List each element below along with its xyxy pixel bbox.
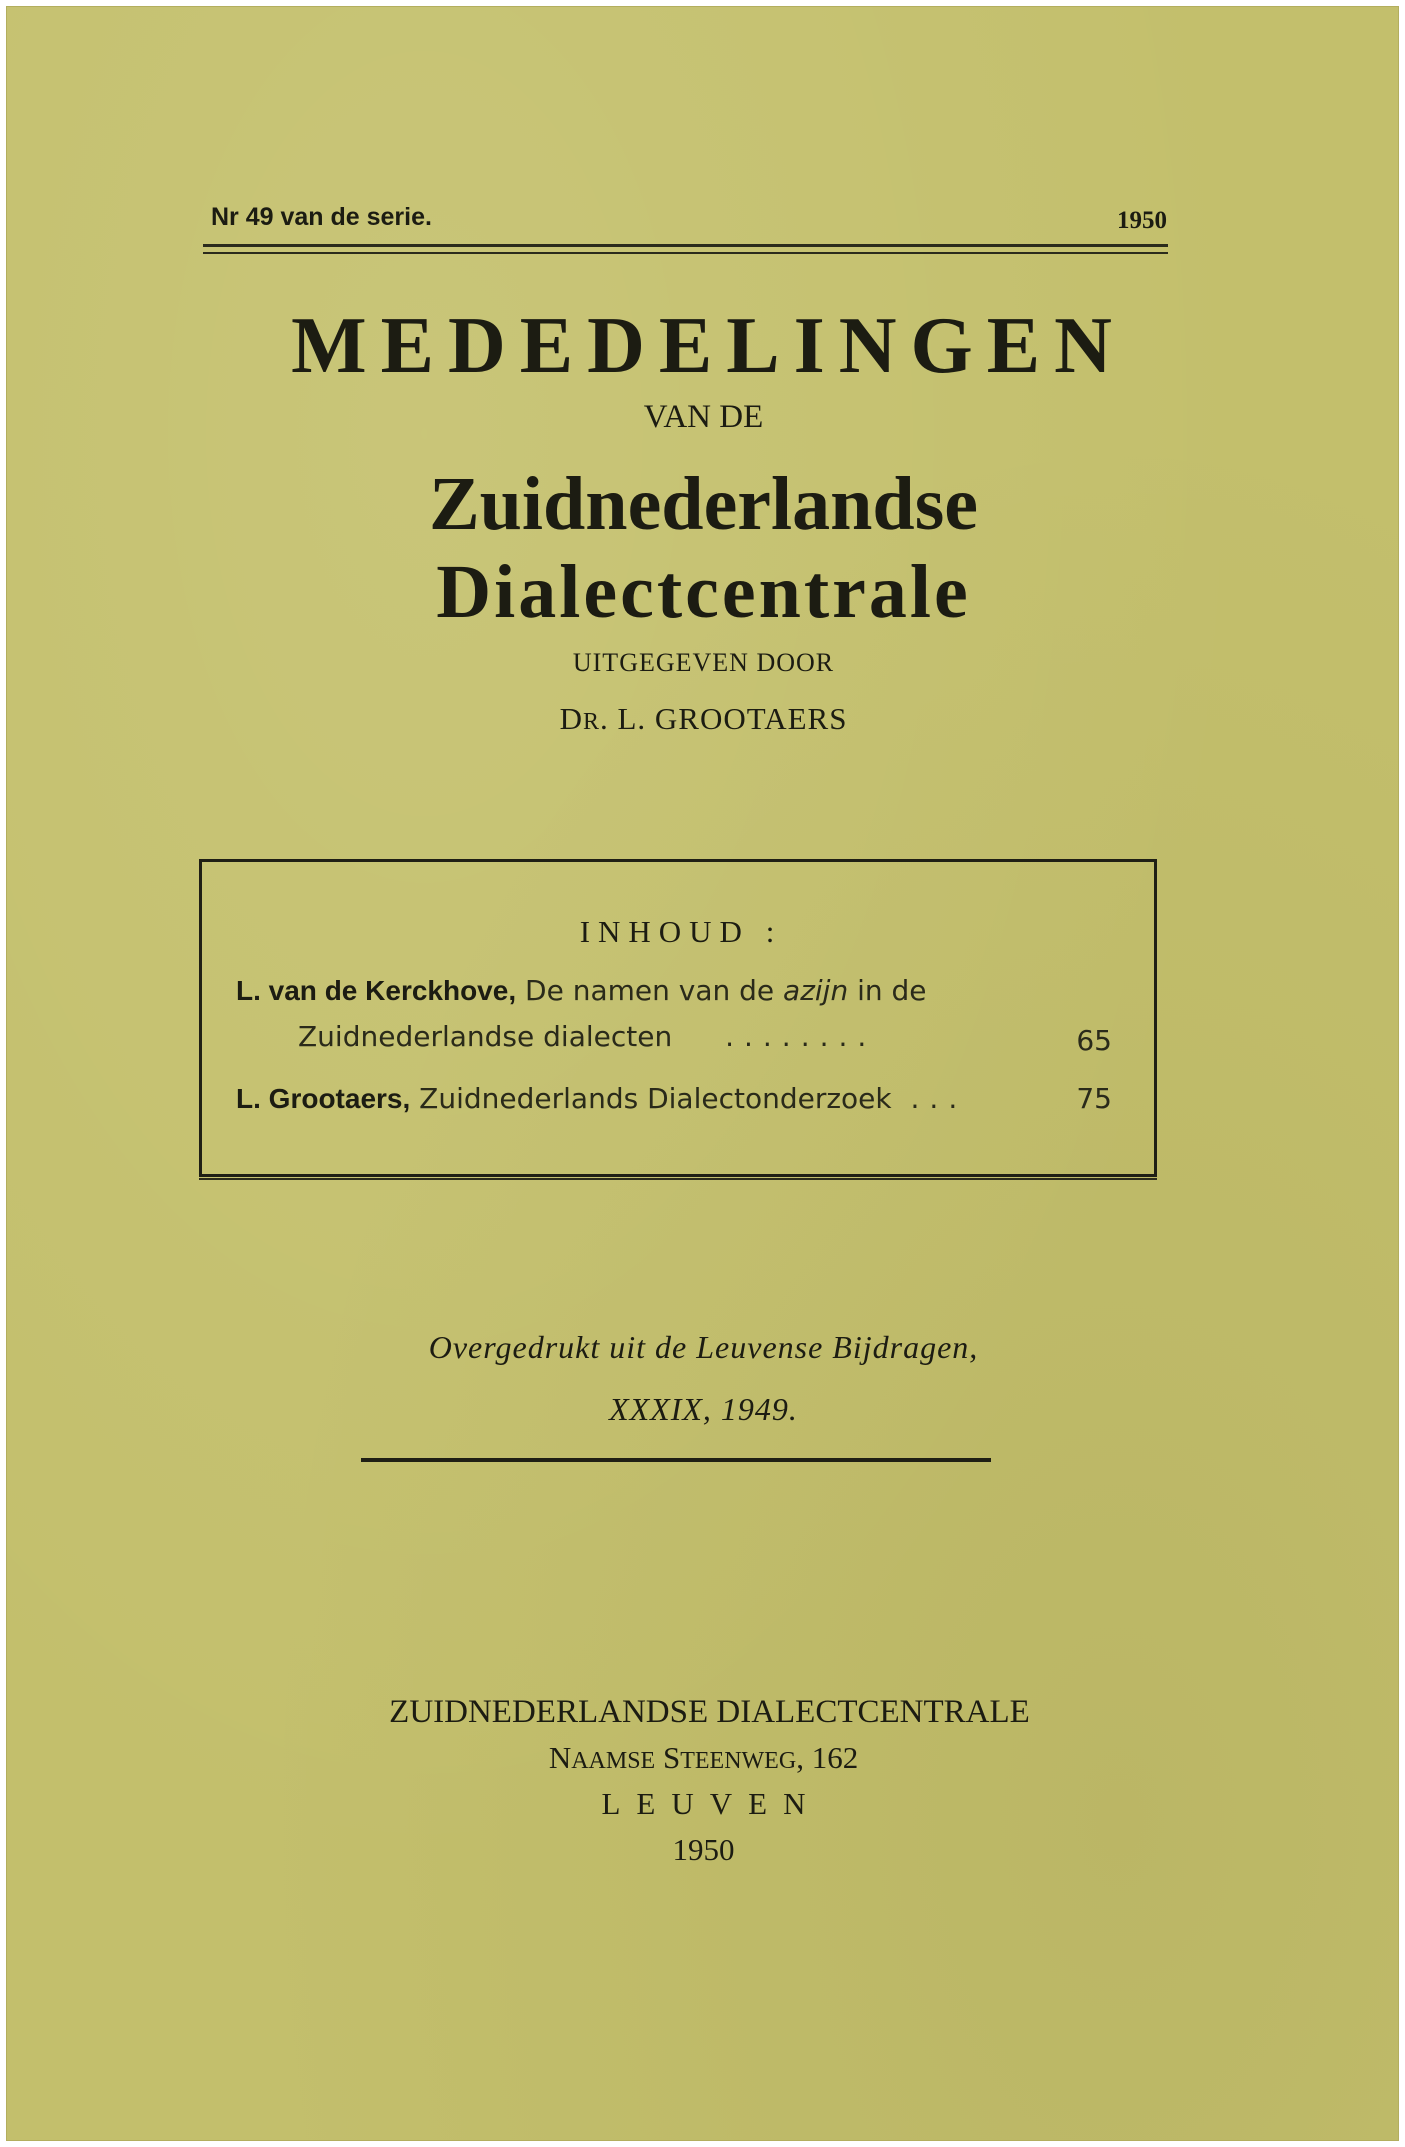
org-name-line-1: Zuidnederlandse [428, 462, 979, 546]
contents-entry-1: L. van de Kerckhove, De namen van de azijn in de [236, 974, 927, 1007]
header-rule-bottom [203, 252, 1168, 254]
book-cover [6, 6, 1399, 2141]
editor-name: DR. L. GROOTAERS [559, 701, 848, 736]
entry-1-leader-dots: ........ [725, 1020, 877, 1053]
series-number: Nr 49 van de serie. [211, 203, 432, 231]
org-name-line-2: Dialectcentrale [436, 550, 971, 634]
reprint-rule [361, 1458, 991, 1462]
reprint-source: Overgedrukt uit de Leuvense Bijdragen, [428, 1329, 979, 1365]
entry-2-page: 75 [1076, 1082, 1112, 1115]
title-van-de: VAN DE [643, 399, 764, 435]
publisher-city: LEUVEN [601, 1786, 822, 1821]
reprint-volume: XXXIX, 1949. [609, 1391, 798, 1427]
contents-box [199, 859, 1157, 1177]
entry-1-author: L. van de Kerckhove, [236, 975, 517, 1006]
publisher-name: ZUIDNEDERLANDSE DIALECTCENTRALE [389, 1694, 1030, 1730]
header-year: 1950 [1117, 207, 1167, 234]
entry-1-italic-word: azijn [783, 974, 849, 1007]
contents-entry-1-line-2: Zuidnederlandse dialecten ........ [298, 1020, 877, 1053]
publisher-year: 1950 [672, 1832, 735, 1867]
entry-1-page: 65 [1076, 1024, 1112, 1057]
contents-heading: INHOUD : [579, 914, 783, 949]
published-by-label: UITGEGEVEN DOOR [572, 648, 835, 677]
entry-2-author: L. Grootaers, [236, 1083, 411, 1114]
main-title: MEDEDELINGEN [291, 302, 1126, 390]
header-rule-top [203, 244, 1168, 247]
entry-2-leader-dots: ... [910, 1082, 968, 1115]
contents-entry-2: L. Grootaers, Zuidnederlands Dialectonderzoek ... [236, 1082, 968, 1115]
publisher-street: NAAMSE STEENWEG, 162 [548, 1740, 859, 1775]
